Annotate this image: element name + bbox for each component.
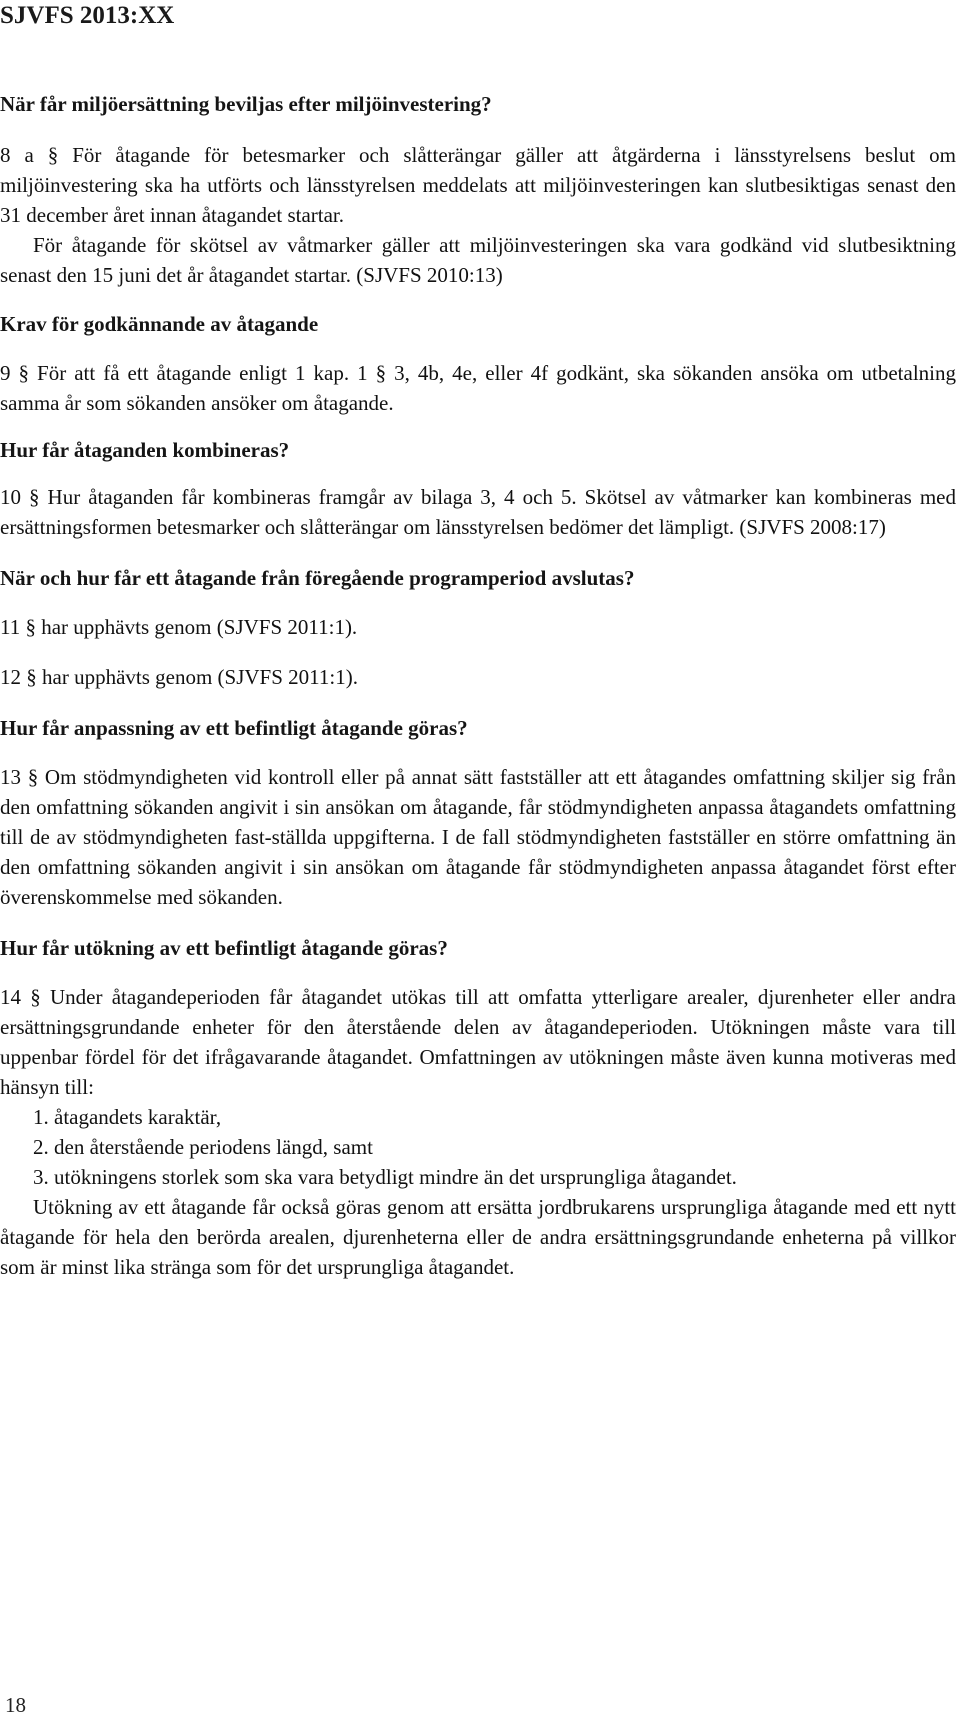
paragraph-8a-wetlands: För åtagande för skötsel av våtmarker gäller att miljöinvesteringen ska vara godkänd vid slutbesiktning senast den 15 juni det år åtagandet startar. (SJVFS 2010:13)	[0, 233, 956, 287]
paragraph-8a: 8 a § För åtagande för betesmarker och slåtterängar gäller att åtgärderna i länsstyrelsens beslut om miljöinvestering ska ha utförts och länsstyrelsen meddelats att miljöinvesteringen kan slutbesiktigas senast den 31 december året innan åtagandet startar.	[0, 143, 956, 227]
paragraph-11: 11 § har upphävts genom (SJVFS 2011:1).	[0, 615, 358, 639]
paragraph-14: 14 § Under åtagandeperioden får åtagandet utökas till att omfatta ytterligare arealer, djurenheter eller andra ersättningsgrundande enheter för den återstående delen av åtagandeperioden. Utökningen måste vara till uppenbar fördel för det ifrågavarande åtagandet. Omfattningen av utökningen måste även kunna motiveras med hänsyn till:	[0, 985, 956, 1099]
list-item: 1. åtagandets karaktär,	[33, 1105, 222, 1129]
section-heading-utokning: Hur får utökning av ett befintligt åtagande göras?	[0, 936, 448, 960]
page-number: 18	[5, 1693, 26, 1717]
paragraph-14-utokning: Utökning av ett åtagande får också göras genom att ersätta jordbrukarens ursprungliga åtagande med ett nytt åtagande för hela den berörda arealen, djurenheterna eller de andra ersättningsgrundande enheterna på villkor som är minst lika stränga som för det ursprungliga åtagandet.	[0, 1195, 956, 1279]
document-code-header: SJVFS 2013:XX	[0, 2, 175, 29]
paragraph-10: 10 § Hur åtaganden får kombineras framgår av bilaga 3, 4 och 5. Skötsel av våtmarker kan kombineras med ersättningsformen betesmarker och slåtterängar om länsstyrelsen bedömer det lämpligt. (SJVFS 2008:17)	[0, 485, 956, 539]
paragraph-9: 9 § För att få ett åtagande enligt 1 kap. 1 § 3, 4b, 4e, eller 4f godkänt, ska sökanden ansöka om utbetalning samma år som sökanden ansöker om åtagande.	[0, 361, 956, 415]
section-heading-kombineras: Hur får åtaganden kombineras?	[0, 438, 290, 462]
criteria-list	[0, 1102, 956, 1192]
paragraph-12: 12 § har upphävts genom (SJVFS 2011:1).	[0, 665, 358, 689]
list-item: 2. den återstående periodens längd, samt	[33, 1135, 373, 1159]
section-heading-krav: Krav för godkännande av åtagande	[0, 312, 319, 336]
list-item: 3. utökningens storlek som ska vara betydligt mindre än det ursprungliga åtagandet.	[33, 1165, 737, 1189]
section-heading-anpassning: Hur får anpassning av ett befintligt åtagande göras?	[0, 716, 468, 740]
section-heading-avslutas: När och hur får ett åtagande från föregående programperiod avslutas?	[0, 566, 635, 590]
document-body	[0, 74, 956, 1282]
section-heading-miljoersattning: När får miljöersättning beviljas efter miljöinvestering?	[0, 92, 492, 116]
paragraph-13: 13 § Om stödmyndigheten vid kontroll eller på annat sätt fastställer att ett åtagandes omfattning skiljer sig från den omfattning sökanden angivit i sin ansökan om åtagande, får stödmyndigheten anpassa åtagandets omfattning till de av stödmyndigheten fast-ställda uppgifterna. I de fall stödmyndigheten fastställer en större omfattning än den omfattning sökanden angivit i sin ansökan om åtagande får stödmyndigheten anpassa åtagandet först efter överenskommelse med sökanden.	[0, 765, 956, 909]
